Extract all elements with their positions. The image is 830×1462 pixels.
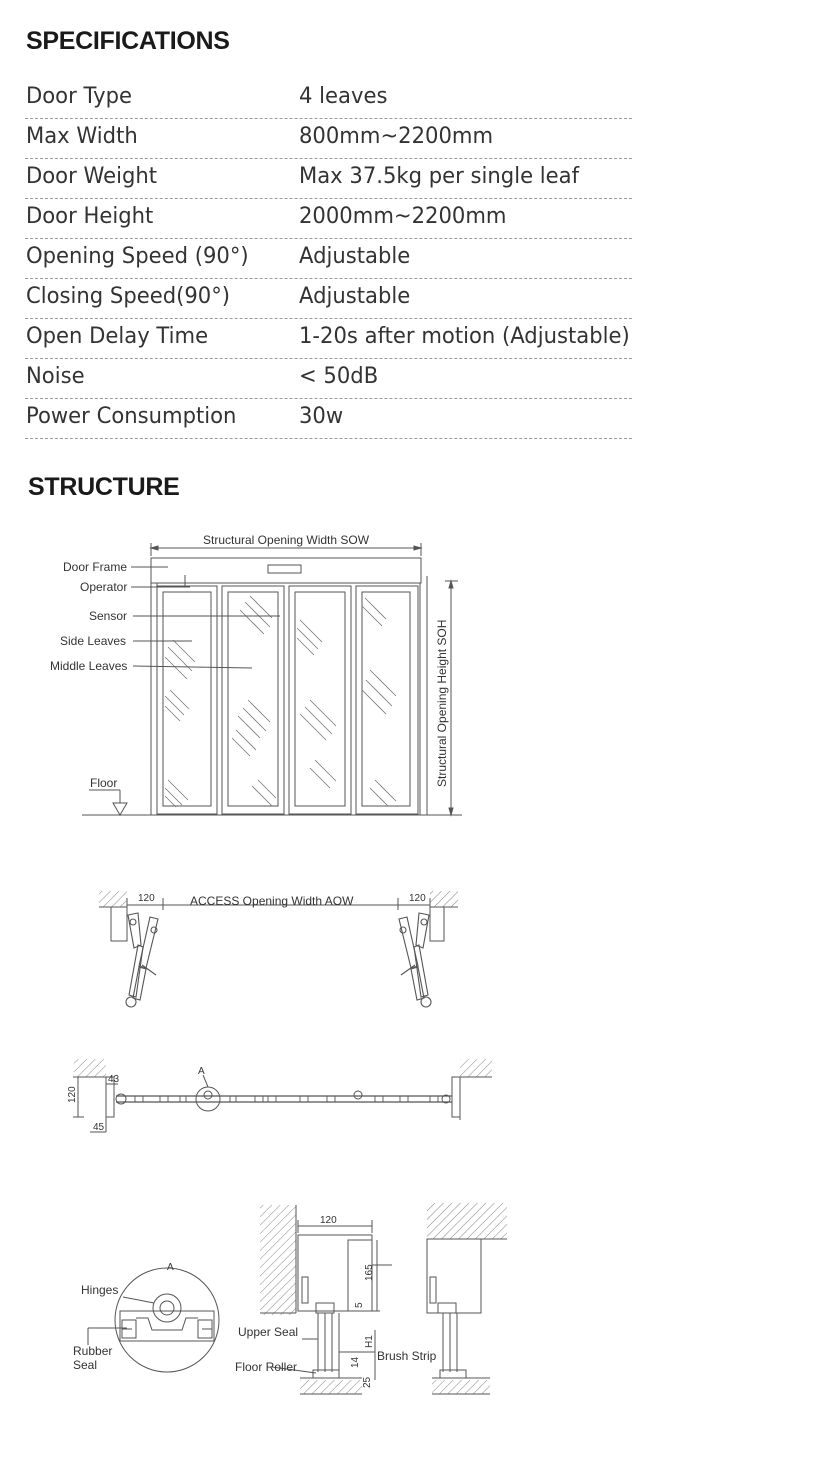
- spec-value: Adjustable: [299, 244, 411, 269]
- elevation-height-label: Structural Opening Height SOH: [435, 619, 449, 787]
- plan-closed-dim-45: 45: [93, 1122, 105, 1133]
- access-width-label: ACCESS Opening Width AOW: [190, 894, 354, 908]
- spec-value: 1-20s after motion (Adjustable): [299, 324, 630, 349]
- spec-label: Door Type: [26, 84, 133, 109]
- middle-leaves-label: Middle Leaves: [50, 659, 128, 673]
- spec-value: 2000mm~2200mm: [299, 204, 507, 229]
- spec-label: Closing Speed(90°): [26, 284, 231, 309]
- plan-closed-drawing: [73, 1059, 492, 1132]
- elevation-drawing: [82, 543, 462, 815]
- spec-label: Noise: [26, 364, 85, 389]
- plan-closed-detail-marker: A: [198, 1066, 205, 1077]
- floor-roller-label: Floor Roller: [235, 1360, 298, 1374]
- spec-value: 800mm~2200mm: [299, 124, 494, 149]
- spec-label: Max Width: [26, 124, 138, 149]
- spec-label: Open Delay Time: [26, 324, 209, 349]
- plan-open-dim-right: 120: [409, 893, 426, 904]
- section-dim-165: 165: [364, 1264, 375, 1281]
- plan-open-dim-left: 120: [138, 893, 155, 904]
- section-dim-120: 120: [320, 1215, 337, 1226]
- upper-seal-label: Upper Seal: [238, 1325, 299, 1339]
- elevation-width-label: Structural Opening Width SOW: [203, 533, 370, 547]
- spec-label: Door Weight: [26, 164, 158, 189]
- section-drawing: [260, 1203, 507, 1394]
- hinges-label: Hinges: [81, 1283, 119, 1297]
- spec-label: Door Height: [26, 204, 154, 229]
- spec-label: Power Consumption: [26, 404, 237, 429]
- spec-value: Adjustable: [299, 284, 411, 309]
- rubber-seal-label-2: Seal: [73, 1358, 98, 1372]
- plan-closed-dim-43: 43: [108, 1074, 120, 1085]
- brush-strip-label: Brush Strip: [377, 1349, 437, 1363]
- specifications-title: SPECIFICATIONS: [26, 27, 230, 55]
- plan-closed-dim-120: 120: [67, 1086, 78, 1103]
- spec-value: Max 37.5kg per single leaf: [299, 164, 580, 189]
- spec-value: 4 leaves: [299, 84, 388, 109]
- section-dim-14: 14: [350, 1356, 361, 1368]
- floor-label: Floor: [90, 776, 118, 790]
- sensor-label: Sensor: [89, 609, 128, 623]
- spec-label: Opening Speed (90°): [26, 244, 249, 269]
- door-frame-label: Door Frame: [63, 560, 128, 574]
- spec-value: 30w: [299, 404, 344, 429]
- operator-label: Operator: [80, 580, 128, 594]
- side-leaves-label: Side Leaves: [60, 634, 127, 648]
- spec-value: < 50dB: [299, 364, 379, 389]
- rubber-seal-label-1: Rubber: [73, 1344, 113, 1358]
- section-dim-h1: H1: [364, 1335, 375, 1348]
- detail-a-marker: A: [167, 1262, 174, 1273]
- section-dim-25: 25: [362, 1376, 373, 1388]
- section-dim-5: 5: [354, 1302, 365, 1308]
- plan-open-drawing: [99, 891, 458, 1007]
- structure-title: STRUCTURE: [28, 473, 180, 501]
